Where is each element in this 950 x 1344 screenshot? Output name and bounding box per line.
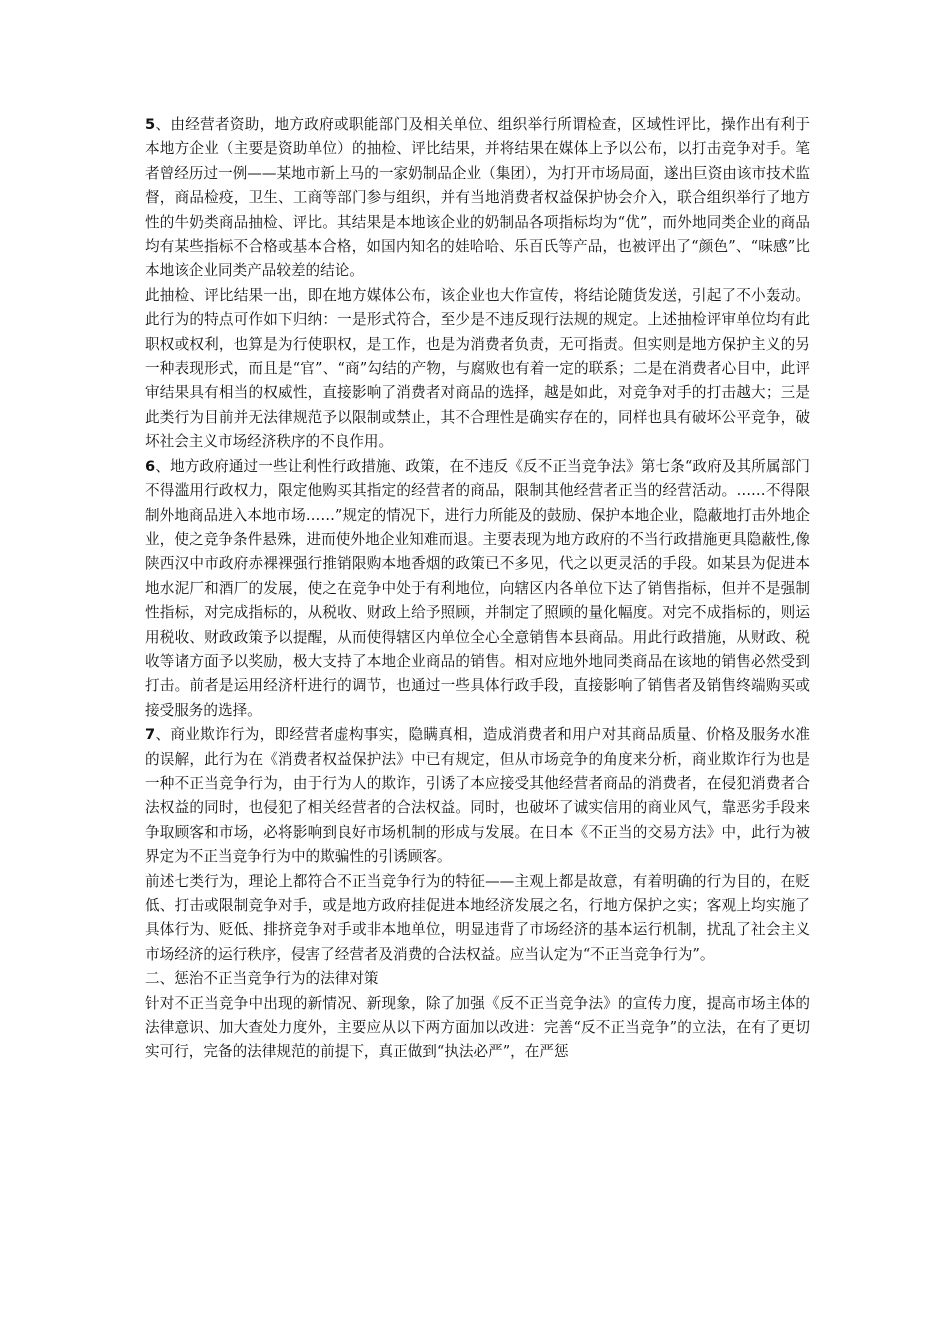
paragraph-item-7 (145, 723, 810, 869)
paragraph-item-5 (145, 113, 810, 284)
paragraph-text: 针对不正当竞争中出现的新情况、新现象，除了加强《反不正当竞争法》的宣传力度，提高市场主体的法律意识、加大查处力度外，主要应从以下两方面加以改进：完善“反不正当竞争”的立法，在有了更切实可行，完备的法律规范的前提下，真正做到“执法必严”，在严惩 (145, 994, 810, 1061)
paragraph-text: 、商业欺诈行为，即经营者虚构事实，隐瞒真相，造成消费者和用户对其商品质量、价格及服务水准的误解，此行为在《消费者权益保护法》中已有规定，但从市场竞争的角度来分析，商业欺诈行为也是一种不正当竞争行为，由于行为人的欺诈，引诱了本应接受其他经营者商品的消费者，在侵犯消费者合法权益的同时，也侵犯了相关经营者的合法权益。同时，也破坏了诚实信用的商业风气，靠恶劣手段来争取顾客和市场，必将影响到良好市场机制的形成与发展。在日本《不正当的交易方法》中，此行为被界定为不正当竞争行为中的欺骗性的引诱顾客。 (145, 726, 810, 866)
item-number: 7 (145, 726, 156, 744)
paragraph-text: 、地方政府通过一些让利性行政措施、政策，在不违反《反不正当竞争法》第七条“政府及其所属部门不得滥用行政权力，限定他购买其指定的经营者的商品，限制其他经营者正当的经营活动。……不得限制外地商品进入本地市场……”规定的情况下，进行力所能及的鼓励、保护本地企业，隐蔽地打击外地企业，使之竞争条件悬殊，进而使外地企业知难而退。主要表现为地方政府的不当行政措施更具隐蔽性,像陕西汉中市政府赤裸裸强行推销限购本地香烟的政策已不多见，代之以更灵活的手段。如某县为促进本地水泥厂和酒厂的发展，使之在竞争中处于有利地位，向辖区内各单位下达了销售指标，但并不是强制性指标，对完成指标的，从税收、财政上给予照顾，并制定了照顾的量化幅度。对完不成指标的，则运用税收、财政政策予以提醒，从而使得辖区内单位全心全意销售本县商品。用此行政措施，从财政、税收等诸方面予以奖励，极大支持了本地企业商品的销售。相对应地外地同类商品在该地的销售必然受到打击。前者是运用经济杆进行的调节，也通过一些具体行政手段，直接影响了销售者及销售终端购买或接受服务的选择。 (145, 457, 810, 719)
paragraph-text: 前述七类行为，理论上都符合不正当竞争行为的特征——主观上都是故意，有着明确的行为目的，在贬低、打击或限制竞争对手，或是地方政府挂促进本地经济发展之名，行地方保护之实；客观上均实施了具体行为、贬低、排挤竞争对手或非本地单位，明显违背了市场经济的基本运行机制，扰乱了社会主义市场经济的运行秩序，侵害了经营者及消费的合法权益。应当认定为“不正当竞争行为”。 (145, 872, 810, 963)
paragraph-text: 此抽检、评比结果一出，即在地方媒体公布，该企业也大作宣传，将结论随货发送，引起了不小轰动。此行为的特点可作如下归纳：一是形式符合，至少是不违反现行法规的规定。上述抽检评审单位均有此职权或权利，也算是为行使职权，是工作，也是为消费者负责，无可指责。但实则是地方保护主义的另一种表现形式，而且是“官”、“商”勾结的产物，与腐败也有着一定的联系；二是在消费者心目中，此评审结果具有相当的权威性，直接影响了消费者对商品的选择，越是如此，对竞争对手的打击越大；三是此类行为目前并无法律规范予以限制或禁止，其不合理性是确实存在的，同样也具有破坏公平竞争，破坏社会主义市场经济秩序的不良作用。 (145, 286, 810, 451)
document-body (145, 113, 810, 1065)
paragraph-countermeasures (145, 992, 810, 1065)
paragraph-text: 、由经营者资助，地方政府或职能部门及相关单位、组织举行所谓检查，区域性评比，操作出有利于本地方企业（主要是资助单位）的抽检、评比结果，并将结果在媒体上予以公布，以打击竞争对手。笔者曾经历过一例——某地市新上马的一家奶制品企业（集团），为打开市场局面，遂出巨资由该市技术监督，商品检疫，卫生、工商等部门参与组织，并有当地消费者权益保护协会介入，联合组织举行了地方性的牛奶类商品抽检、评比。其结果是本地该企业的奶制品各项指标均为“优”，而外地同类企业的商品均有某些指标不合格或基本合格，如国内知名的娃哈哈、乐百氏等产品，也被评出了“颜色”、“味感”比本地该企业同类产品较差的结论。 (145, 116, 810, 280)
paragraph-item-5-analysis (145, 284, 810, 455)
paragraph-item-6 (145, 455, 810, 723)
paragraph-summary (145, 870, 810, 968)
section-heading (145, 967, 810, 991)
item-number: 6 (145, 457, 156, 475)
heading-text: 二、惩治不正当竞争行为的法律对策 (145, 970, 379, 988)
item-number: 5 (145, 116, 156, 133)
